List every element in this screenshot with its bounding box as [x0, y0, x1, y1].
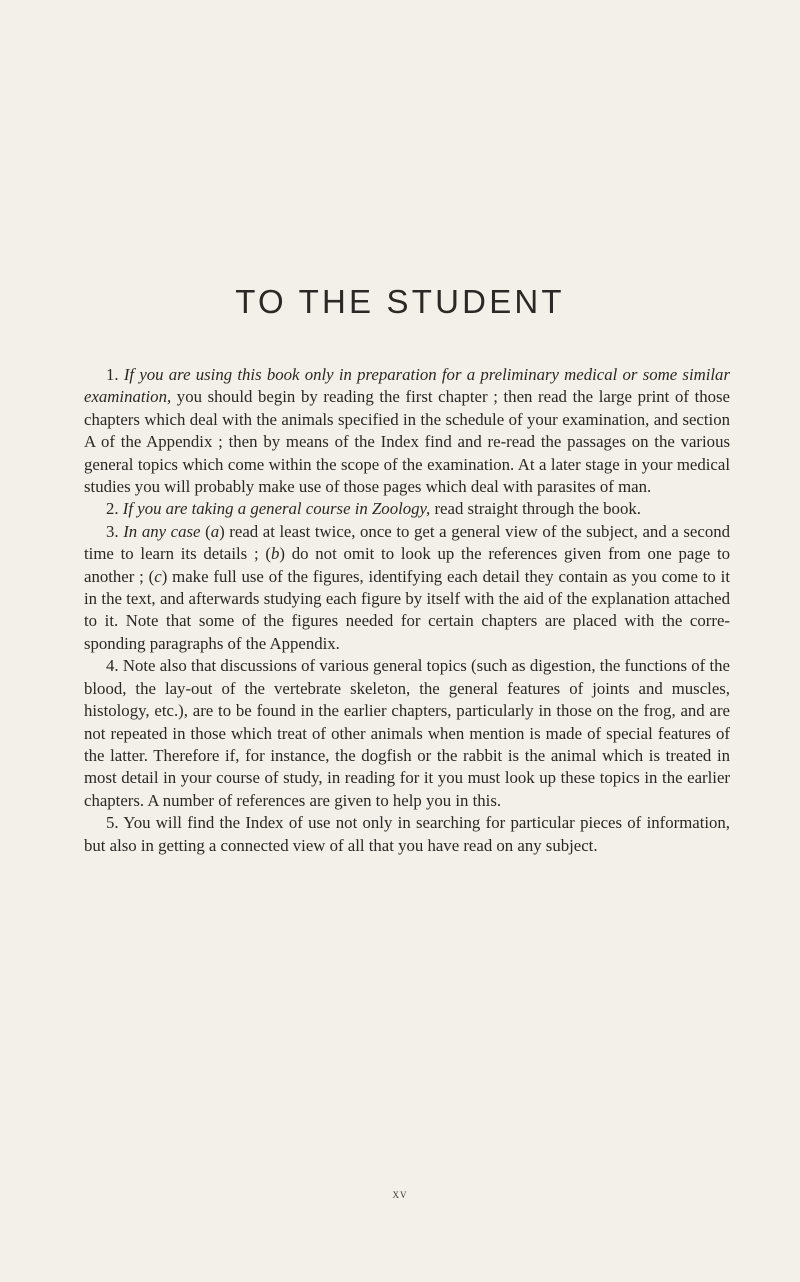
paragraph-text: You will find the Index of use not only in searching for particular pieces of information, but also in getting a connected view of all that you have read on any subject.: [84, 813, 730, 855]
list-marker: a: [210, 521, 220, 541]
paragraph-text: (: [200, 521, 211, 541]
body-text: [84, 364, 730, 857]
paragraph-number: 4.: [106, 656, 119, 676]
paragraph-text: you should begin by reading the first chapter ; then read the large print of those chapters which deal with the animals specified in the schedule of your examination, and section A of the Appendix ; then by means of the Index find and re-read the passages on the various general topics which come within the scope of the examination. At a later stage in your medical studies you will probably make use of those pages which deal with parasites of man.: [84, 387, 730, 497]
paragraph-1: [84, 364, 730, 498]
italic-lead: In any case: [123, 521, 201, 541]
paragraph-number: 2.: [106, 499, 119, 519]
paragraph-text: ) make full use of the figures, identifying each detail they contain as you come to it in the text, and afterwards studying each figure by itself with the aid of the explanation attached to it. Note that some of the figures needed for certain chapters are placed with the corre-sponding paragraphs of the Appendix.: [84, 566, 730, 653]
paragraph-2: [84, 498, 730, 520]
paragraph-number: 1.: [106, 365, 119, 384]
paragraph-3: [84, 521, 730, 655]
page-number: xv: [392, 1186, 408, 1201]
list-marker: c: [154, 566, 162, 586]
paragraph-5: [84, 812, 730, 857]
italic-lead: If you are using this book only in preparation for a preliminary medical or some similar examination,: [84, 365, 730, 407]
list-marker: b: [270, 544, 280, 564]
paragraph-text: ) do not omit to look up the references given from one page to another ; (: [84, 544, 730, 586]
paragraph-text: ) read at least twice, once to get a general view of the subject, and a second time to learn its details ; (: [84, 521, 730, 564]
paragraph-4: [84, 655, 730, 812]
page-title: TO THE STUDENT: [235, 283, 565, 320]
paragraph-number: 5.: [106, 813, 119, 833]
paragraph-number: 3.: [106, 521, 119, 541]
paragraph-text: Note also that discussions of various general topics (such as digestion, the functions of the blood, the lay-out of the vertebrate skeleton, the general features of joints and muscles, histology, etc.), are to be found in the earlier chapters, particularly in those on the frog, and are not repeated in those which treat of other animals when mention is made of special features of the latter. Therefore if, for instance, the dogfish or the rabbit is the animal which is treated in most detail in your course of study, in reading for it you must look up these topics in the earlier chapters. A number of references are given to help you in this.: [84, 656, 730, 810]
paragraph-text: read straight through the book.: [430, 499, 641, 519]
italic-lead: If you are taking a general course in Zoology,: [122, 499, 431, 519]
